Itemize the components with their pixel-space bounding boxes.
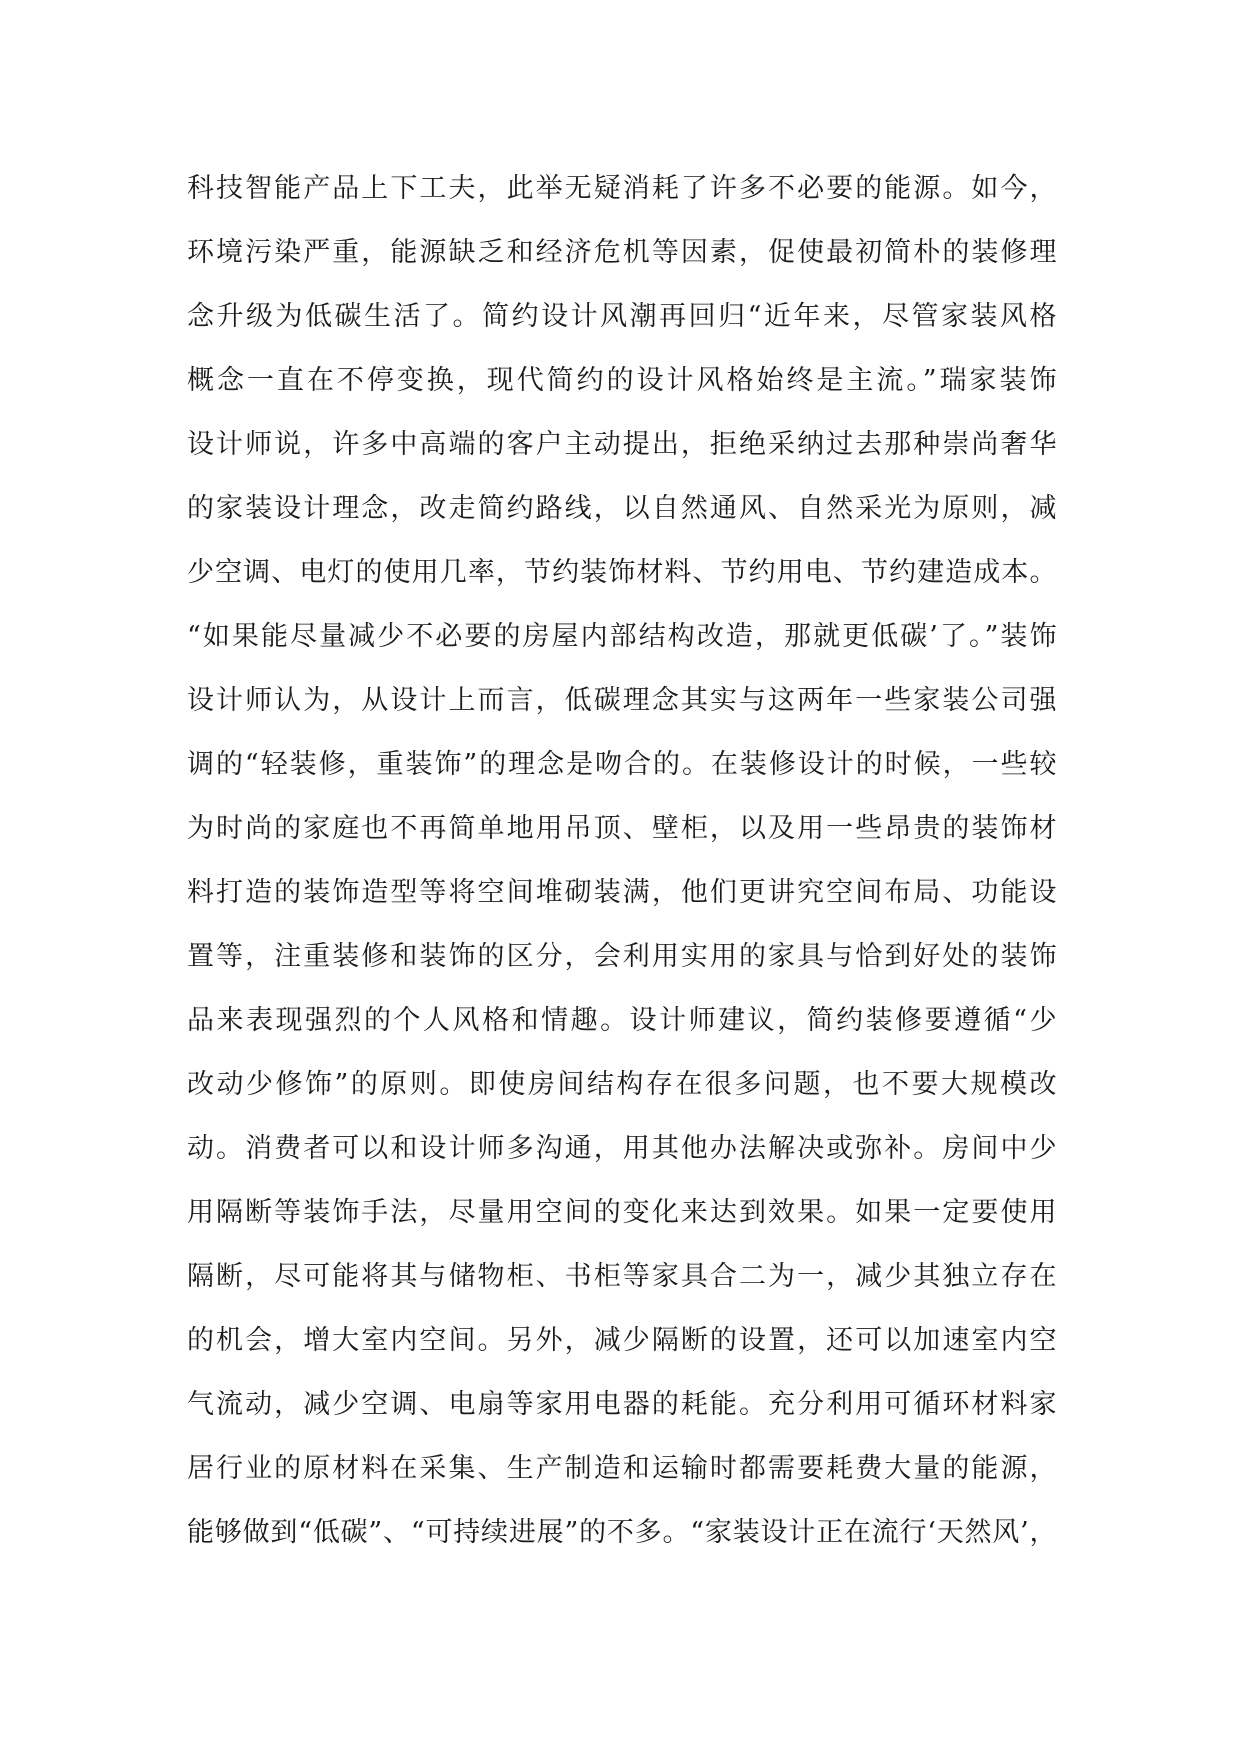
text-line: 念升级为低碳生活了。简约设计风潮再回归“近年来，尽管家装风格 — [187, 301, 1057, 332]
text-line: 隔断，尽可能将其与储物柜、书柜等家具合二为一，减少其独立存在 — [187, 1261, 1057, 1292]
body-text — [187, 157, 1057, 1565]
text-line: 科技智能产品上下工夫，此举无疑消耗了许多不必要的能源。如今， — [187, 173, 1057, 204]
text-line: 设计师说，许多中高端的客户主动提出，拒绝采纳过去那种崇尚奢华 — [187, 429, 1057, 460]
text-line: “如果能尽量减少不必要的房屋内部结构改造，那就更低碳’了。”装饰 — [187, 621, 1057, 652]
text-line: 料打造的装饰造型等将空间堆砌装满，他们更讲究空间布局、功能设 — [187, 877, 1057, 908]
text-line: 调的“轻装修，重装饰”的理念是吻合的。在装修设计的时候，一些较 — [187, 749, 1057, 780]
text-line: 置等，注重装修和装饰的区分，会利用实用的家具与恰到好处的装饰 — [187, 941, 1057, 972]
text-line: 环境污染严重，能源缺乏和经济危机等因素，促使最初简朴的装修理 — [187, 237, 1057, 268]
text-line: 概念一直在不停变换，现代简约的设计风格始终是主流。”瑞家装饰 — [187, 365, 1057, 396]
text-line: 能够做到“低碳”、“可持续进展”的不多。“家装设计正在流行‘天然风’， — [187, 1517, 1057, 1548]
text-line: 品来表现强烈的个人风格和情趣。设计师建议，简约装修要遵循“少 — [187, 1005, 1057, 1036]
text-line: 居行业的原材料在采集、生产制造和运输时都需要耗费大量的能源， — [187, 1453, 1057, 1484]
text-line: 为时尚的家庭也不再简单地用吊顶、壁柜，以及用一些昂贵的装饰材 — [187, 813, 1057, 844]
text-line: 的机会，增大室内空间。另外，减少隔断的设置，还可以加速室内空 — [187, 1325, 1057, 1356]
text-line: 动。消费者可以和设计师多沟通，用其他办法解决或弥补。房间中少 — [187, 1133, 1057, 1164]
text-line: 用隔断等装饰手法，尽量用空间的变化来达到效果。如果一定要使用 — [187, 1197, 1057, 1228]
text-line: 设计师认为，从设计上而言，低碳理念其实与这两年一些家装公司强 — [187, 685, 1057, 716]
text-line: 改动少修饰”的原则。即使房间结构存在很多问题，也不要大规模改 — [187, 1069, 1057, 1100]
text-line: 少空调、电灯的使用几率，节约装饰材料、节约用电、节约建造成本。 — [187, 557, 1057, 588]
text-line: 气流动，减少空调、电扇等家用电器的耗能。充分利用可循环材料家 — [187, 1389, 1057, 1420]
text-line: 的家装设计理念，改走简约路线，以自然通风、自然采光为原则，减 — [187, 493, 1057, 524]
